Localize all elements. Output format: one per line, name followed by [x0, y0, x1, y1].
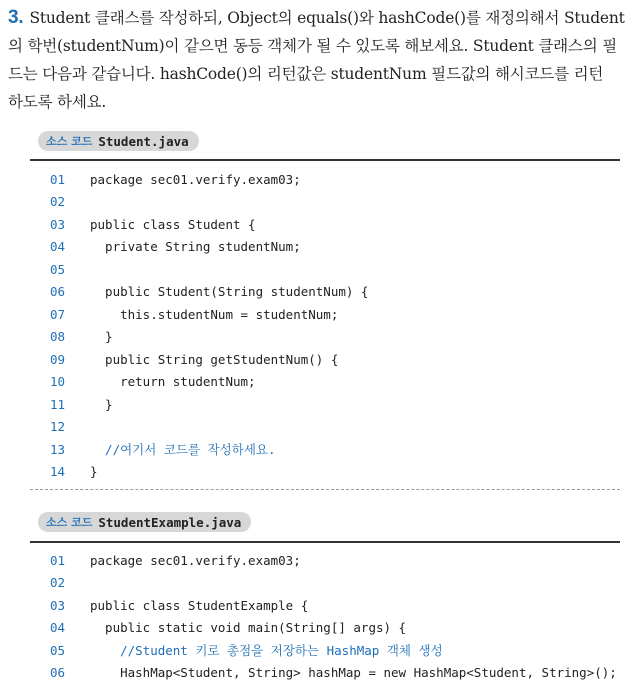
- line-code: }: [90, 464, 98, 480]
- line-code: public String getStudentNum() {: [90, 351, 339, 367]
- line-number: 06: [50, 665, 66, 681]
- code-line: [30, 639, 620, 662]
- line-number: 06: [50, 284, 66, 300]
- line-number: 03: [50, 216, 66, 232]
- listing-tab-student: [38, 131, 199, 151]
- line-number: 13: [50, 441, 66, 457]
- line-number: 05: [50, 642, 66, 658]
- question-line-2: 의 학번(studentNum)이 같으면 동등 객체가 될 수 있도록 해보세요. Student 클래스의 필: [8, 37, 617, 55]
- code-line: [30, 549, 620, 572]
- line-number: 04: [50, 239, 66, 255]
- question-line-1: 3. Student 클래스를 작성하되, Object의 equals()와 hashCode()를 재정의해서 Student: [8, 7, 625, 28]
- line-number: 03: [50, 597, 66, 613]
- code-line: [30, 348, 620, 371]
- code-line: [30, 258, 620, 281]
- listing-top-rule: [30, 541, 620, 543]
- line-number: 02: [50, 575, 66, 591]
- question-text: [8, 4, 625, 116]
- code-listing-student: [30, 168, 620, 483]
- line-number: 04: [50, 620, 66, 636]
- code-line: [30, 303, 620, 326]
- line-code: this.studentNum = studentNum;: [90, 306, 339, 322]
- listing-tab-student-example: [38, 512, 251, 532]
- line-number: 05: [50, 261, 66, 277]
- line-number: 08: [50, 329, 66, 345]
- code-line: [30, 191, 620, 214]
- code-line: [30, 461, 620, 484]
- line-code: public class StudentExample {: [90, 597, 309, 613]
- line-number: 01: [50, 171, 66, 187]
- line-code: private String studentNum;: [90, 239, 301, 255]
- question-line-4: 하도록 하세요.: [8, 93, 107, 111]
- line-number: 09: [50, 351, 66, 367]
- code-line: [30, 213, 620, 236]
- line-number: 02: [50, 194, 66, 210]
- line-number: 14: [50, 464, 66, 480]
- line-number: 12: [50, 419, 66, 435]
- line-code: public class Student {: [90, 216, 256, 232]
- line-number: 07: [50, 306, 66, 322]
- code-line: [30, 281, 620, 304]
- listing-top-rule: [30, 159, 620, 161]
- code-line: [30, 168, 620, 191]
- line-code: }: [90, 329, 113, 345]
- line-number: 11: [50, 396, 66, 412]
- source-code-tag: 소스 코드: [46, 516, 93, 529]
- code-listing-student-example: [30, 549, 620, 684]
- listing-filename: Student.java: [98, 133, 189, 149]
- code-line: [30, 617, 620, 640]
- code-line: [30, 326, 620, 349]
- code-line: [30, 393, 620, 416]
- line-number: 01: [50, 552, 66, 568]
- line-code: }: [90, 396, 113, 412]
- listing-bottom-rule: [30, 489, 620, 490]
- line-code: return studentNum;: [90, 374, 256, 390]
- code-line: [30, 594, 620, 617]
- line-code: //여기서 코드를 작성하세요.: [90, 442, 276, 458]
- source-code-tag: 소스 코드: [46, 135, 93, 148]
- line-code: public Student(String studentNum) {: [90, 284, 369, 300]
- line-code: public static void main(String[] args) {: [90, 620, 407, 636]
- line-number: 10: [50, 374, 66, 390]
- question-line-3: 드는 다음과 같습니다. hashCode()의 리턴값은 studentNum 필드값의 해시코드를 리턴: [8, 65, 604, 83]
- code-line: [30, 572, 620, 595]
- line-code: HashMap<Student, String> hashMap = new HashMap<Student, String>();: [90, 665, 617, 681]
- listing-filename: StudentExample.java: [98, 514, 242, 530]
- code-line: [30, 662, 620, 685]
- code-line: [30, 416, 620, 439]
- code-line: [30, 371, 620, 394]
- line-code: //Student 키로 총점을 저장하는 HashMap 객체 생성: [90, 643, 443, 659]
- code-line: [30, 236, 620, 259]
- line-code: package sec01.verify.exam03;: [90, 552, 301, 568]
- code-line: [30, 438, 620, 461]
- line-code: package sec01.verify.exam03;: [90, 171, 301, 187]
- question-number: 3.: [8, 7, 24, 28]
